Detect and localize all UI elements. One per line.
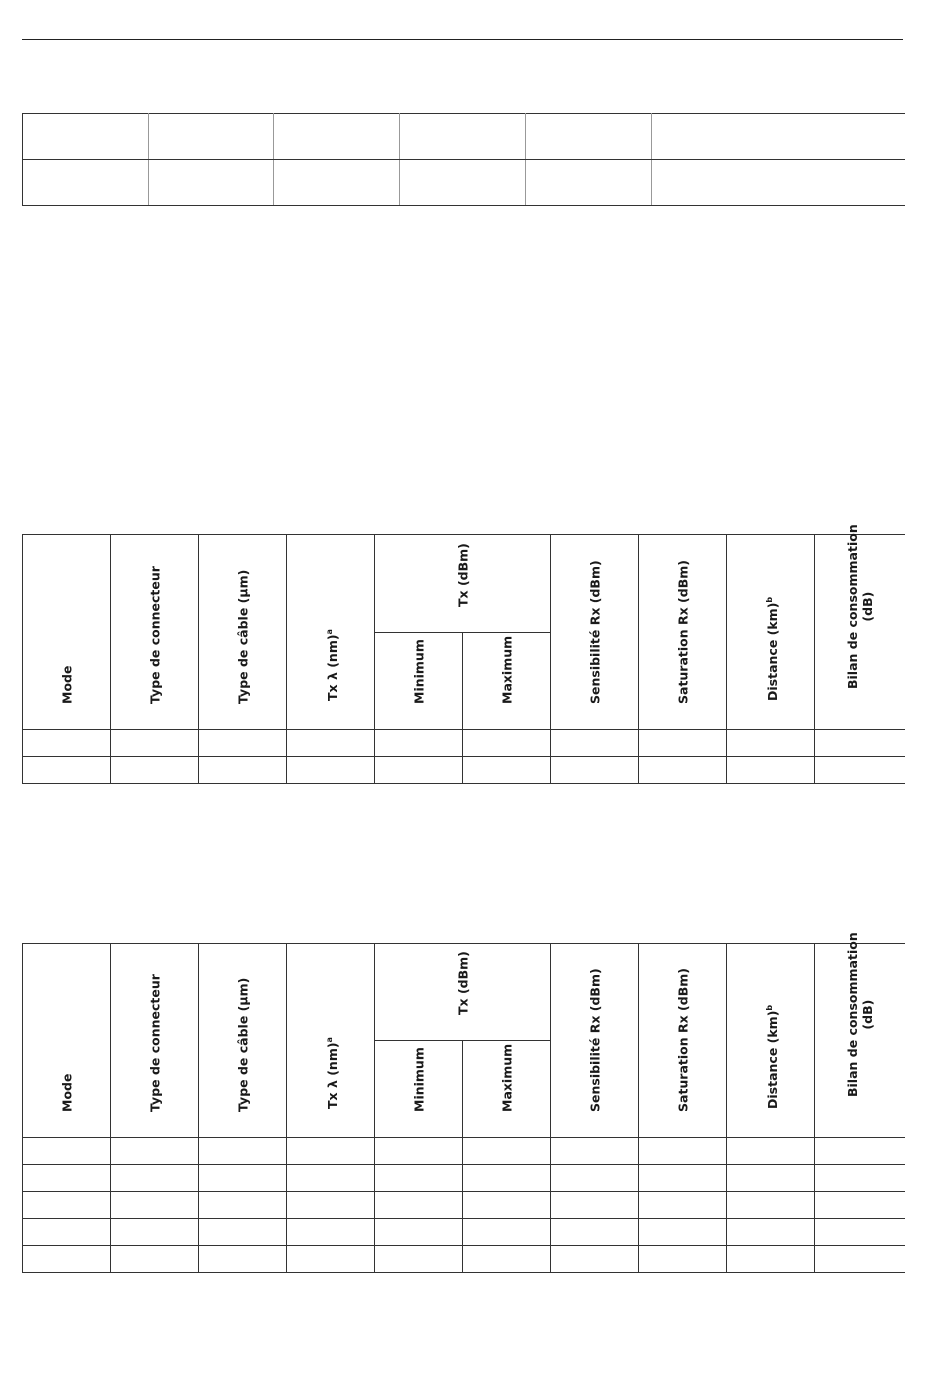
table-row <box>23 1192 905 1219</box>
table-row <box>23 1246 905 1273</box>
table-cell <box>375 1192 463 1219</box>
table-cell <box>639 1219 727 1246</box>
table-cell <box>287 1192 375 1219</box>
header-rule <box>22 39 903 40</box>
header-cable-type: Type de câble (µm) <box>199 535 287 730</box>
header-connector-type: Type de connecteur <box>111 944 199 1138</box>
table-cell <box>526 160 652 206</box>
table-cell <box>199 730 287 757</box>
table-cell <box>375 1138 463 1165</box>
table-cell <box>199 1165 287 1192</box>
table-cell <box>287 1219 375 1246</box>
table-cell <box>639 1192 727 1219</box>
table-row <box>23 730 905 757</box>
table-row <box>23 1219 905 1246</box>
table-cell <box>551 730 639 757</box>
header-distance: Distance (km)$^b$ <box>727 535 815 730</box>
table-cell <box>199 757 287 784</box>
table-cell <box>526 114 652 160</box>
table-row <box>23 757 905 784</box>
header-tx-minimum: Minimum <box>375 1041 463 1138</box>
table-cell <box>815 757 905 784</box>
table-cell <box>111 1246 199 1273</box>
table-row <box>23 1165 905 1192</box>
summary-table <box>22 113 905 206</box>
optical-spec-table-2 <box>22 932 905 1273</box>
table-cell <box>375 1219 463 1246</box>
table-cell <box>815 1165 905 1192</box>
table-cell <box>375 1165 463 1192</box>
table-cell <box>23 1165 111 1192</box>
table-row <box>23 160 905 206</box>
table-cell <box>727 1165 815 1192</box>
table-cell <box>463 1165 551 1192</box>
table-cell <box>639 1138 727 1165</box>
table-row <box>23 1138 905 1165</box>
table-cell <box>287 1138 375 1165</box>
header-mode: Mode <box>23 944 111 1138</box>
table-cell <box>639 1246 727 1273</box>
header-distance: Distance (km)$^b$ <box>727 944 815 1138</box>
table-cell <box>815 1219 905 1246</box>
table-cell <box>287 730 375 757</box>
table-cell <box>639 1165 727 1192</box>
table-cell <box>287 1165 375 1192</box>
table-cell <box>23 1219 111 1246</box>
table-cell <box>400 160 526 206</box>
header-cable-type: Type de câble (µm) <box>199 944 287 1138</box>
table-cell <box>111 1219 199 1246</box>
table-cell <box>727 1192 815 1219</box>
table-cell <box>111 1165 199 1192</box>
table-cell <box>111 1138 199 1165</box>
table-cell <box>815 1246 905 1273</box>
table-cell <box>727 757 815 784</box>
header-mode: Mode <box>23 535 111 730</box>
table-cell <box>551 757 639 784</box>
table-cell <box>463 1219 551 1246</box>
table-cell <box>463 730 551 757</box>
header-tx-lambda: Tx λ (nm)$^a$ <box>287 535 375 730</box>
table-cell <box>463 757 551 784</box>
table-cell <box>111 757 199 784</box>
table-cell <box>23 114 149 160</box>
table-cell <box>815 1138 905 1165</box>
table-cell <box>652 114 905 160</box>
table-cell <box>199 1192 287 1219</box>
table-row <box>23 114 905 160</box>
header-power-budget: Bilan de consommation (dB) <box>815 944 905 1138</box>
table-cell <box>149 160 274 206</box>
table-cell <box>199 1138 287 1165</box>
table-cell <box>727 1219 815 1246</box>
table-cell <box>551 1246 639 1273</box>
optical-spec-table-1 <box>22 524 905 784</box>
table-cell <box>551 1219 639 1246</box>
table-cell <box>111 1192 199 1219</box>
table-cell <box>639 757 727 784</box>
table-cell <box>287 1246 375 1273</box>
table-cell <box>727 1246 815 1273</box>
table-cell <box>463 1192 551 1219</box>
header-rx-sensitivity: Sensibilité Rx (dBm) <box>551 535 639 730</box>
table-cell <box>551 1138 639 1165</box>
table-cell <box>463 1138 551 1165</box>
table-cell <box>274 114 400 160</box>
table-cell <box>815 1192 905 1219</box>
table-cell <box>149 114 274 160</box>
table-cell <box>111 730 199 757</box>
table-cell <box>23 730 111 757</box>
table-cell <box>375 1246 463 1273</box>
table-cell <box>463 1246 551 1273</box>
table-cell <box>23 1246 111 1273</box>
table-cell <box>274 160 400 206</box>
table-cell <box>815 730 905 757</box>
header-tx-dbm: Tx (dBm) <box>375 535 551 633</box>
header-rx-sensitivity: Sensibilité Rx (dBm) <box>551 944 639 1138</box>
header-tx-maximum: Maximum <box>463 1041 551 1138</box>
table-cell <box>400 114 526 160</box>
header-tx-lambda: Tx λ (nm)$^a$ <box>287 944 375 1138</box>
header-tx-maximum: Maximum <box>463 633 551 730</box>
table-cell <box>287 757 375 784</box>
header-rx-saturation: Saturation Rx (dBm) <box>639 944 727 1138</box>
header-power-budget: Bilan de consommation (dB) <box>815 535 905 730</box>
table-cell <box>23 757 111 784</box>
table-cell <box>727 730 815 757</box>
header-connector-type: Type de connecteur <box>111 535 199 730</box>
header-tx-minimum: Minimum <box>375 633 463 730</box>
table-cell <box>551 1165 639 1192</box>
table-cell <box>375 730 463 757</box>
table-cell <box>23 160 149 206</box>
table-cell <box>375 757 463 784</box>
table-cell <box>23 1138 111 1165</box>
table-cell <box>23 1192 111 1219</box>
table-cell <box>199 1246 287 1273</box>
header-tx-dbm: Tx (dBm) <box>375 944 551 1041</box>
table-cell <box>727 1138 815 1165</box>
header-rx-saturation: Saturation Rx (dBm) <box>639 535 727 730</box>
table-cell <box>652 160 905 206</box>
table-cell <box>551 1192 639 1219</box>
table-cell <box>639 730 727 757</box>
table-cell <box>199 1219 287 1246</box>
